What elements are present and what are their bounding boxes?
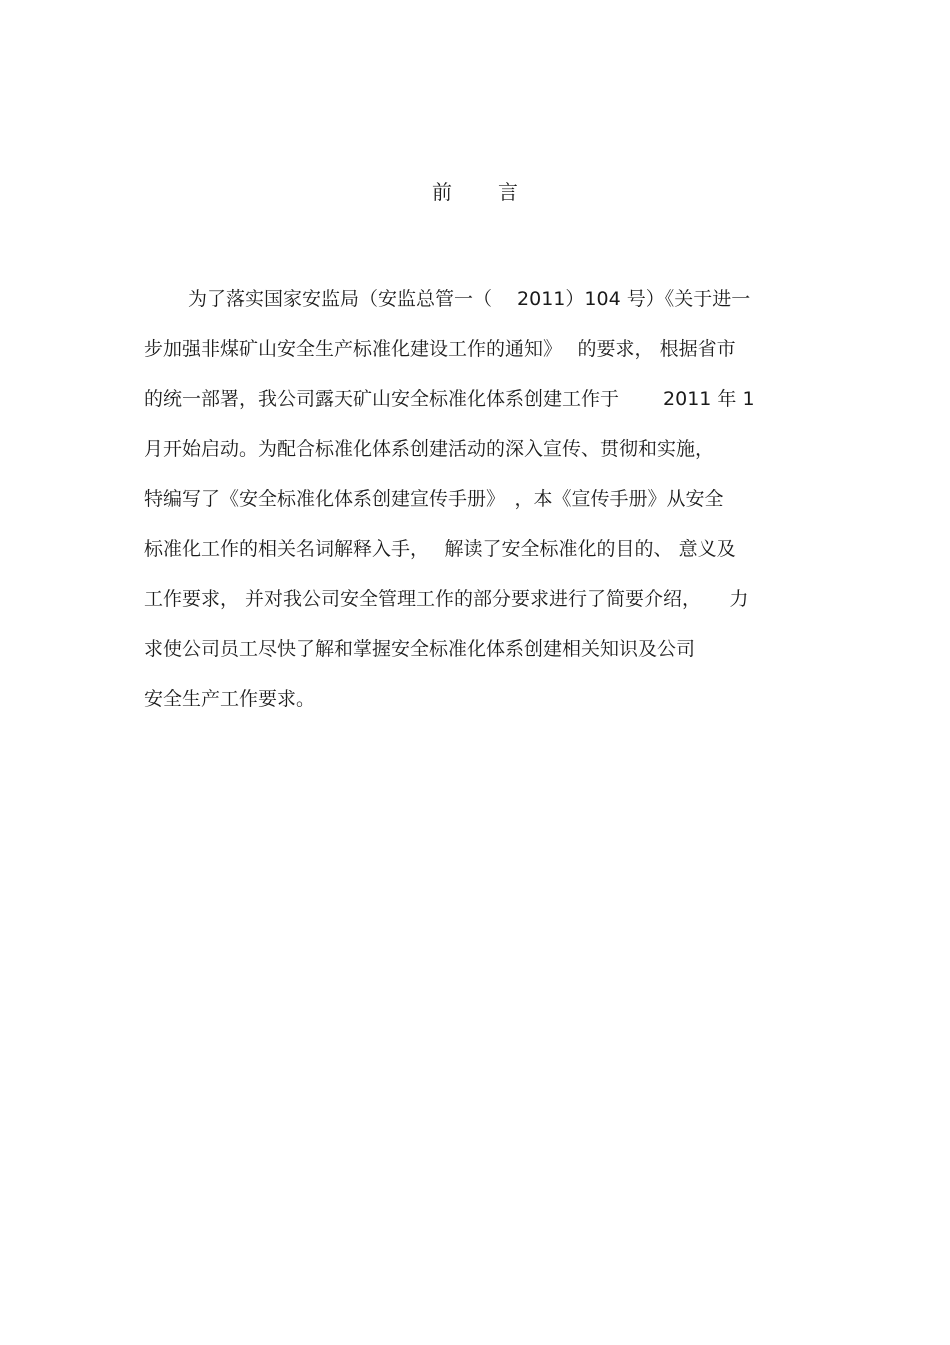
paragraph-line bbox=[144, 532, 814, 582]
paragraph-line bbox=[144, 432, 814, 482]
paragraph-line bbox=[144, 482, 814, 532]
paragraph-line-text: 特编写了《安全标准化体系创建宣传手册》 ，本《宣传手册》从安全 bbox=[144, 488, 724, 510]
paragraph-line-text: 为了落实国家安监局（安监总管一（ 2011）104 号）《关于进一 bbox=[188, 288, 751, 310]
page-title bbox=[0, 176, 950, 208]
title-char-1: 前 bbox=[432, 180, 452, 204]
paragraph-line-text: 月开始启动。为配合标准化体系创建活动的深入宣传、贯彻和实施， bbox=[144, 438, 715, 460]
paragraph-line-text: 求使公司员工尽快了解和掌握安全标准化体系创建相关知识及公司 bbox=[144, 638, 696, 660]
paragraph-line bbox=[144, 382, 814, 432]
title-char-2: 言 bbox=[498, 180, 518, 204]
paragraph-line bbox=[144, 332, 814, 382]
paragraph-line bbox=[144, 282, 814, 332]
paragraph-line-text: 的统一部署，我公司露天矿山安全标准化体系创建工作于 2011 年 1 bbox=[144, 388, 755, 410]
paragraph-line-text: 工作要求， 并对我公司安全管理工作的部分要求进行了简要介绍， 力 bbox=[144, 588, 749, 610]
paragraph-line bbox=[144, 682, 814, 732]
paragraph-line bbox=[144, 632, 814, 682]
paragraph-line-text: 标准化工作的相关名词解释入手， 解读了安全标准化的目的、 意义及 bbox=[144, 538, 736, 560]
paragraph-line bbox=[144, 582, 814, 632]
paragraph-line-text: 步加强非煤矿山安全生产标准化建设工作的通知》 的要求， 根据省市 bbox=[144, 338, 736, 360]
preface-paragraph bbox=[144, 282, 814, 732]
paragraph-line-text: 安全生产工作要求。 bbox=[144, 688, 316, 710]
